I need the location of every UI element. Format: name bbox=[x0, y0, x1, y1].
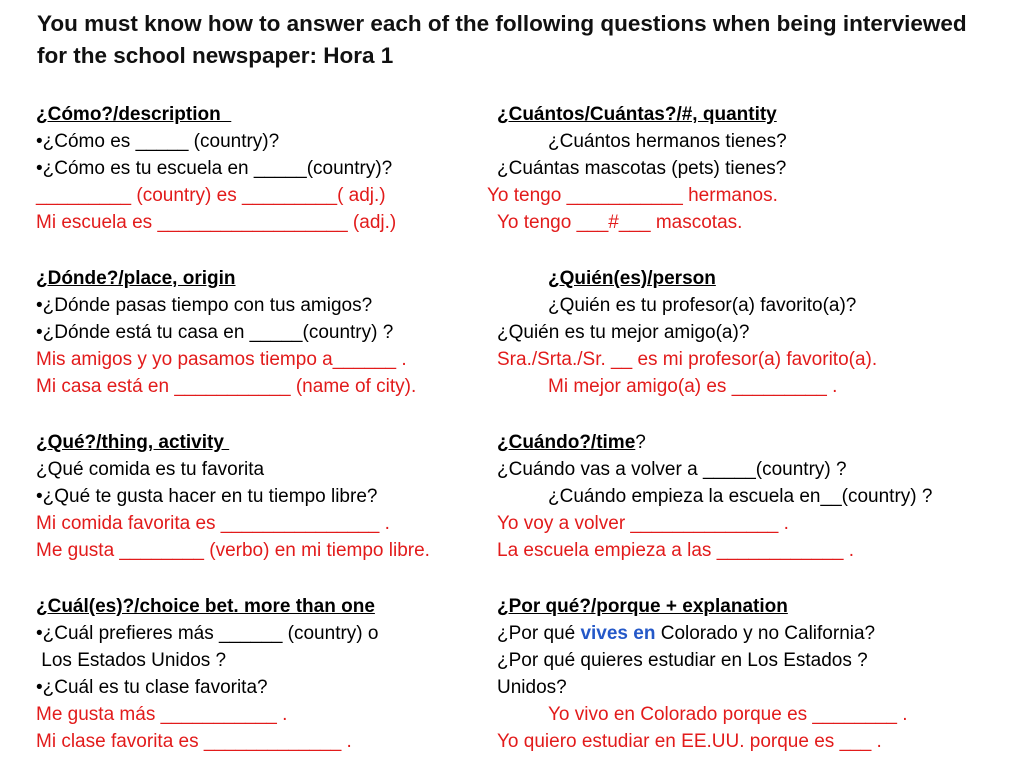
porque-answer-2: Yo quiero estudiar en EE.UU. porque es ___ . bbox=[497, 731, 882, 752]
page-title: You must know how to answer each of the following questions when being interviewed for the school newspaper: Hora 1 bbox=[37, 11, 967, 68]
donde-answer-2: Mi casa está en ___________ (name of city). bbox=[36, 376, 417, 397]
cuantos-question-2: ¿Cuántas mascotas (pets) tienes? bbox=[497, 158, 787, 179]
que-question-2: •¿Qué te gusta hacer en tu tiempo libre? bbox=[36, 486, 378, 507]
cual-answer-2: Mi clase favorita es _____________ . bbox=[36, 731, 352, 752]
cuantos-answer-2: Yo tengo ___#___ mascotas. bbox=[497, 212, 743, 233]
cuando-heading-qmark: ? bbox=[635, 432, 646, 453]
que-heading: ¿Qué?/thing, activity bbox=[36, 432, 230, 453]
cuando-answer-1: Yo voy a volver ______________ . bbox=[497, 513, 789, 534]
cual-question-1-cont: Los Estados Unidos ? bbox=[36, 650, 227, 671]
cual-question-1: •¿Cuál prefieres más ______ (country) o bbox=[36, 623, 379, 644]
porque-question-1 bbox=[497, 621, 875, 647]
cuando-heading: ¿Cuándo?/time bbox=[497, 432, 636, 453]
como-heading: ¿Cómo?/description bbox=[36, 104, 232, 125]
cuantos-heading: ¿Cuántos/Cuántas?/#, quantity bbox=[497, 104, 777, 125]
cual-heading: ¿Cuál(es)?/choice bet. more than one bbox=[36, 596, 375, 617]
que-answer-2: Me gusta ________ (verbo) en mi tiempo libre. bbox=[36, 540, 430, 561]
cuando-question-2: ¿Cuándo empieza la escuela en__(country) ? bbox=[548, 486, 933, 507]
cuantos-question-1: ¿Cuántos hermanos tienes? bbox=[548, 131, 787, 152]
que-answer-1: Mi comida favorita es _______________ . bbox=[36, 513, 390, 534]
porque-question-2-cont: Unidos? bbox=[497, 677, 567, 698]
como-answer-1: _________ (country) es _________( adj.) bbox=[36, 185, 386, 206]
quien-question-2: ¿Quién es tu mejor amigo(a)? bbox=[497, 322, 750, 343]
como-question-2: •¿Cómo es tu escuela en _____(country)? bbox=[36, 158, 393, 179]
cuando-answer-2: La escuela empieza a las ____________ . bbox=[497, 540, 855, 561]
cuantos-answer-1: Yo tengo ___________ hermanos. bbox=[487, 185, 778, 206]
porque-q1-pre: ¿Por qué bbox=[497, 623, 581, 644]
porque-heading: ¿Por qué?/porque + explanation bbox=[497, 596, 788, 617]
que-question-1: ¿Qué comida es tu favorita bbox=[36, 459, 265, 480]
cuando-question-1: ¿Cuándo vas a volver a _____(country) ? bbox=[497, 459, 847, 480]
como-question-1: •¿Cómo es _____ (country)? bbox=[36, 131, 280, 152]
cuando-heading-line bbox=[497, 430, 646, 456]
porque-answer-1: Yo vivo en Colorado porque es ________ . bbox=[548, 704, 908, 725]
porque-question-2: ¿Por qué quieres estudiar en Los Estados ? bbox=[497, 650, 868, 671]
donde-answer-1: Mis amigos y yo pasamos tiempo a______ . bbox=[36, 349, 407, 370]
porque-q1-highlight: vives en bbox=[580, 623, 656, 644]
porque-q1-post: Colorado y no California? bbox=[655, 623, 876, 644]
como-answer-2: Mi escuela es __________________ (adj.) bbox=[36, 212, 397, 233]
donde-question-2: •¿Dónde está tu casa en _____(country) ? bbox=[36, 322, 394, 343]
quien-answer-1: Sra./Srta./Sr. __ es mi profesor(a) favorito(a). bbox=[497, 349, 878, 370]
quien-question-1: ¿Quién es tu profesor(a) favorito(a)? bbox=[548, 295, 857, 316]
cual-answer-1: Me gusta más ___________ . bbox=[36, 704, 288, 725]
quien-answer-2: Mi mejor amigo(a) es _________ . bbox=[548, 376, 838, 397]
cual-question-2: •¿Cuál es tu clase favorita? bbox=[36, 677, 268, 698]
quien-heading: ¿Quién(es)/person bbox=[548, 268, 716, 289]
donde-question-1: •¿Dónde pasas tiempo con tus amigos? bbox=[36, 295, 373, 316]
donde-heading: ¿Dónde?/place, origin bbox=[36, 268, 236, 289]
